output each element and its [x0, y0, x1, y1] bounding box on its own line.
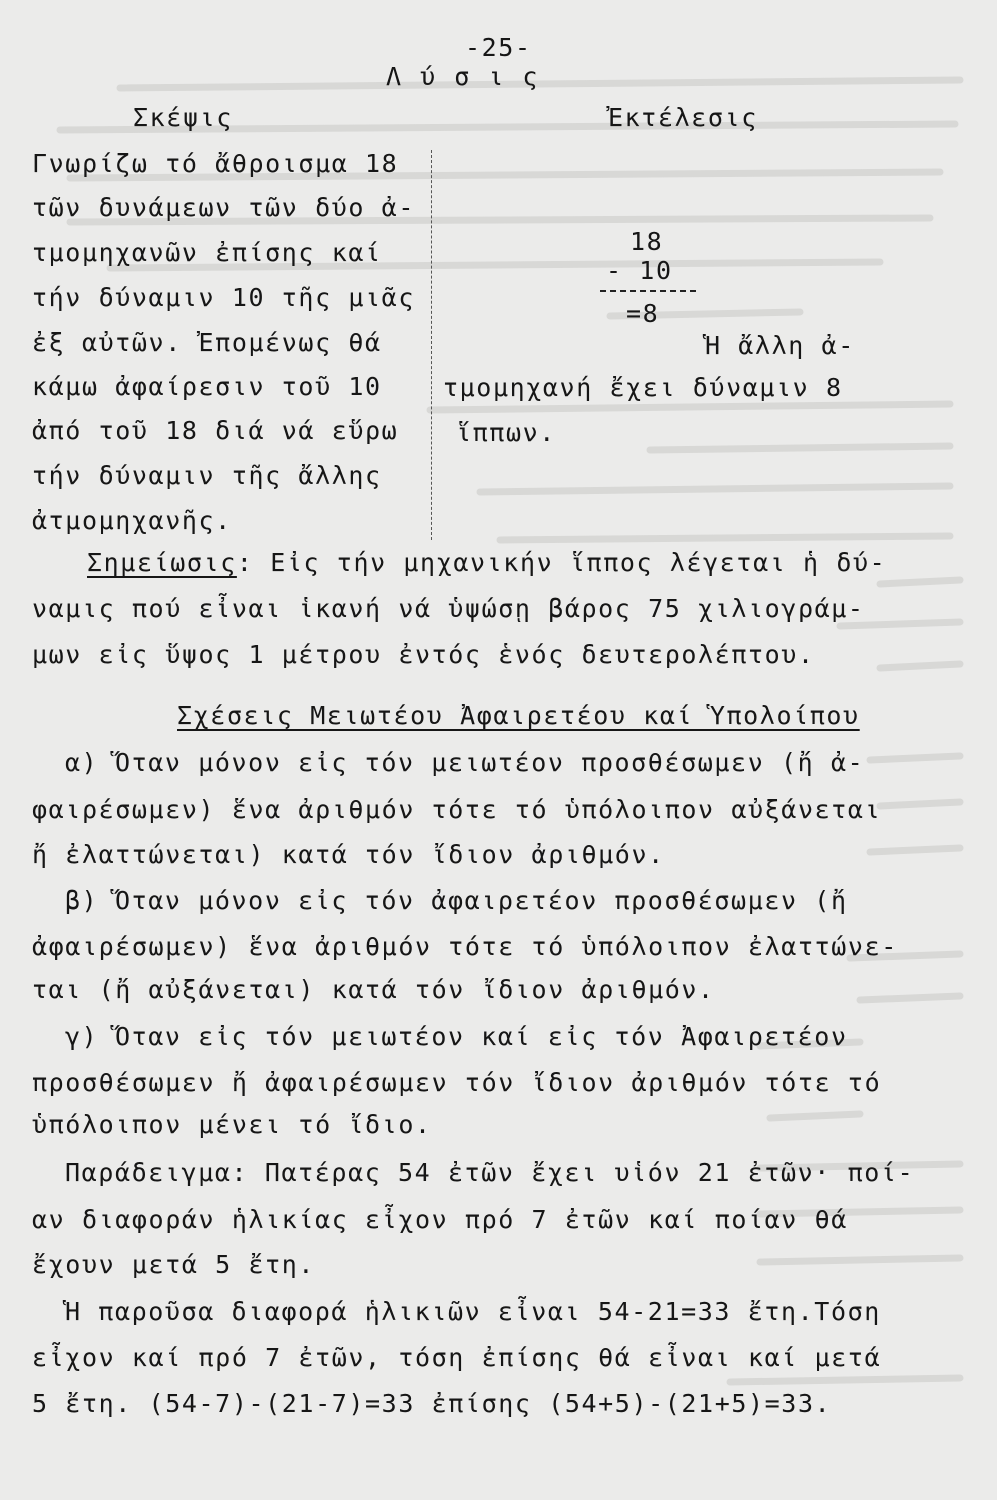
body-line: ἀφαιρέσωμεν) ἕνα ἀριθμόν τότε τό ὑπόλοιπον ἐλαττώνε- — [32, 932, 898, 961]
note-paragraph-first-line — [87, 548, 886, 577]
section-heading: Σχέσεις Μειωτέου Ἀφαιρετέου καί Ὑπολοίπου — [177, 701, 860, 730]
example-line: Ἡ παροῦσα διαφορά ἡλικιῶν εἶναι 54-21=33 ἔτη.Τόση — [65, 1297, 881, 1326]
execution-line: τμομηχανή ἔχει δύναμιν 8 — [443, 373, 843, 402]
reasoning-line: τήν δύναμιν 10 τῆς μιᾶς — [32, 283, 415, 312]
reasoning-line: κάμω ἀφαίρεσιν τοῦ 10 — [32, 372, 382, 401]
body-line: ἤ ἐλαττώνεται) κατά τόν ἴδιον ἀριθμόν. — [32, 840, 665, 869]
reasoning-line: Γνωρίζω τό ἄθροισμα 18 — [32, 149, 399, 178]
page-title: Λ ύ σ ι ς — [386, 62, 540, 91]
execution-line: ἵππων. — [456, 418, 556, 447]
note-line: ναμις πού εἶναι ἱκανή νά ὑψώσῃ βάρος 75 χιλιογράμ- — [32, 594, 865, 623]
execution-line: Ἡ ἄλλη ἀ- — [705, 331, 855, 360]
reasoning-line: ἀτμομηχανῆς. — [32, 506, 232, 535]
calc-result: =8 — [626, 299, 660, 328]
calc-subtrahend: - 10 — [606, 256, 673, 285]
body-line: α) Ὅταν μόνον εἰς τόν μειωτέον προσθέσωμεν (ἤ ἀ- — [65, 748, 865, 777]
body-line: φαιρέσωμεν) ἕνα ἀριθμόν τότε τό ὑπόλοιπον αὐξάνεται — [32, 795, 882, 824]
example-line: ἔχουν μετά 5 ἔτη. — [32, 1250, 316, 1279]
note-line: Εἰς τήν μηχανικήν ἵππος λέγεται ἡ δύ- — [270, 548, 887, 577]
body-line: β) Ὅταν μόνον εἰς τόν ἀφαιρετέον προσθέσωμεν (ἤ — [65, 886, 848, 915]
note-colon: : — [236, 548, 254, 577]
calc-minuend: 18 — [630, 227, 664, 256]
column-divider — [431, 150, 432, 540]
example-line: Παράδειγμα: Πατέρας 54 ἐτῶν ἔχει υἱόν 21 ἐτῶν· ποί- — [65, 1158, 915, 1187]
reasoning-line: ἐξ αὐτῶν. Ἐπομένως θά — [32, 328, 382, 357]
body-line: ὑπόλοιπον μένει τό ἴδιο. — [32, 1110, 432, 1139]
left-column-heading: Σκέψις — [133, 103, 233, 132]
reasoning-line: ἀπό τοῦ 18 διά νά εὕρω — [32, 416, 399, 445]
note-label: Σημείωσις — [87, 548, 237, 577]
calc-rule — [600, 290, 696, 292]
example-line: 5 ἔτη. (54-7)-(21-7)=33 ἐπίσης (54+5)-(21+5)=33. — [32, 1389, 832, 1418]
reasoning-line: τῶν δυνάμεων τῶν δύο ἀ- — [32, 193, 415, 222]
page-number: -25- — [465, 33, 532, 62]
example-line: εἶχον καί πρό 7 ἐτῶν, τόση ἐπίσης θά εἶναι καί μετά — [32, 1343, 882, 1372]
example-line: αν διαφοράν ἡλικίας εἶχον πρό 7 ἐτῶν καί ποίαν θά — [32, 1205, 848, 1234]
note-line: μων εἰς ὕψος 1 μέτρου ἐντός ἑνός δευτερολέπτου. — [32, 640, 815, 669]
body-line: γ) Ὅταν εἰς τόν μειωτέον καί εἰς τόν Ἀφαιρετέον — [65, 1022, 848, 1051]
body-line: προσθέσωμεν ἤ ἀφαιρέσωμεν τόν ἴδιον ἀριθμόν τότε τό — [32, 1068, 882, 1097]
reasoning-line: τμομηχανῶν ἐπίσης καί — [32, 238, 382, 267]
right-column-heading: Ἐκτέλεσις — [608, 103, 758, 132]
reasoning-line: τήν δύναμιν τῆς ἄλλης — [32, 461, 382, 490]
body-line: ται (ἤ αὐξάνεται) κατά τόν ἴδιον ἀριθμόν. — [32, 975, 715, 1004]
